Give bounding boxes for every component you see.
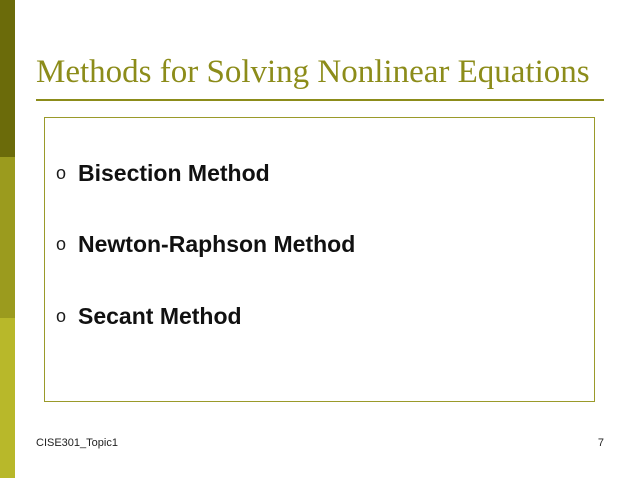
bullet-item <box>56 229 355 259</box>
bullet-text: Bisection Method <box>78 159 270 186</box>
footer-course-label: CISE301_Topic1 <box>36 437 118 449</box>
bullet-item <box>56 158 270 188</box>
bullet-circle-icon: o <box>56 305 67 326</box>
decorative-sidebar <box>0 0 15 478</box>
slide-title: Methods for Solving Nonlinear Equations <box>36 54 590 90</box>
bullet-circle-icon: o <box>56 233 67 254</box>
title-underline <box>36 99 604 101</box>
footer-page-number: 7 <box>597 437 604 449</box>
bullet-item <box>56 301 242 331</box>
bullet-text: Newton-Raphson Method <box>78 230 356 257</box>
sidebar-segment-top <box>0 0 15 157</box>
bullet-text: Secant Method <box>78 302 242 329</box>
bullet-circle-icon: o <box>56 162 67 183</box>
sidebar-segment-bottom <box>0 318 15 478</box>
sidebar-segment-middle <box>0 157 15 318</box>
